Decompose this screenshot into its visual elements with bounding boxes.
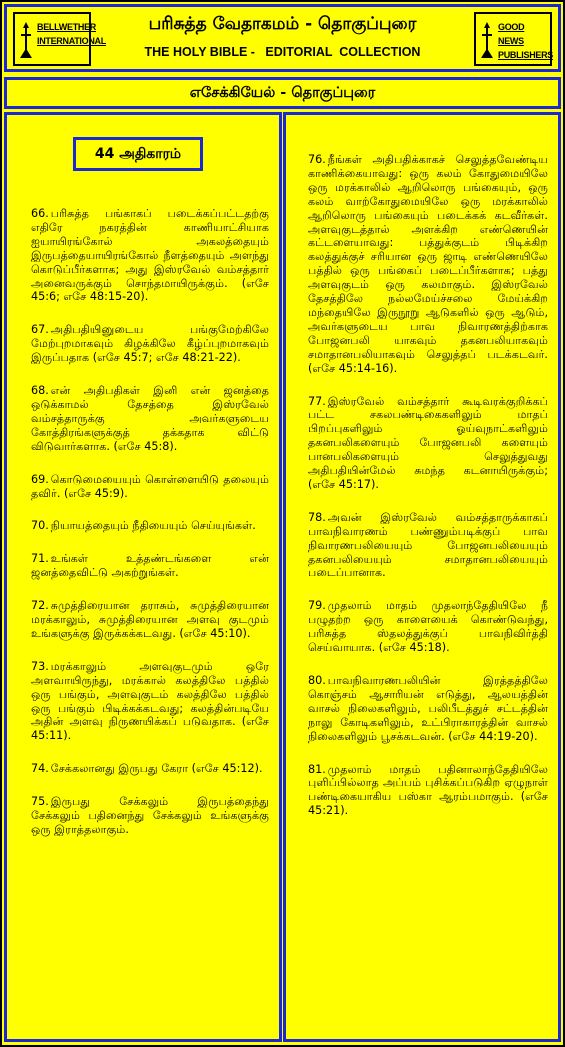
verse-text: சேக்கலானது இருபது கேரா (எசே 45:12). [50,762,263,776]
book-subtitle: எசேக்கியேல் - தொகுப்புரை [4,77,561,109]
verse-text: முதலாம் மாதம் முதலாந்தேதியிலே நீ பழுதற்ற ஒரு காளையைக் கொண்டுவந்து, பரிசுத்த ஸ்தலத்துக்குப் பாவநிவிர்த்தி செய்வாயாக. (எசே 45:18). [308,599,548,655]
verse-text: இஸ்ரவேல் வம்சத்தார் கூடிவரக்குறிக்கப் பட்ட சகலபண்டிகைகளிலும் மாதப் பிறப்புகளிலும் ஓய்வுநாட்களிலும் தகனபலிகளையும் போஜனபலி களையும் பானபலிகளையும் செலுத்துவது அதிபதியின்மேல் சுமந்த கடனாயிருக்கும்; (எசே 45:17). [308,394,548,491]
verse-number: 80. [308,674,326,687]
verse-text: கொடுமையையும் கொள்ளையிடு தலையும் தவிர். (எசே 45:9). [31,472,269,500]
verse-number: 79. [308,599,326,613]
left-column [4,112,282,1042]
verse [308,763,548,819]
verse [308,395,548,492]
verse [308,511,548,581]
verse-text: பரிசுத்த பங்காகப் படைக்கப்பட்டதற்கு எதிரே நகரத்தின் காணியாட்சியாக ஐயாயிரங்கோல் அகலத்தையும் இருபத்தையாயிரங்கோல் நீளத்தையும் அளந்து கொடுப்பீர்களாக; அது இஸ்ரவேல் வம்சத்தார் அனைவருக்கும் சொந்தமாயிருக்கும். (எசே 45:6; எசே 48:15-20). [31,207,269,304]
verse-text: மரக்காலும் அளவுகுடமும் ஒரே அளவாயிருந்து, மரக்கால் கலத்திலே பத்தில் ஒரு பங்கும், அளவுகுடம் கலத்திலே பத்தில் ஒரு பங்கும் பிடிக்கக்கடவது; கலத்தின்படியே அதின் அளவு நிருணயிக்கப் படுவதாக. (எசே 45:11). [31,659,269,743]
verse-number: 73. [31,659,49,673]
bellwether-logo [13,12,106,66]
verse-number: 74. [31,762,49,776]
verse-number: 71. [31,552,49,566]
verse-text: அதிபதியினுடைய பங்குமேற்கிலே மேற்புறமாகவும் கிழக்கிலே கீழ்ப்புறமாகவும் இருப்பதாக (எசே 45:7; எசே 48:21-22). [31,323,269,365]
verse-number: 68. [31,384,49,398]
verse [31,552,269,580]
verse [308,599,548,655]
verse-number: 72. [31,599,49,613]
verse-text: சுமுத்திரையான தராசும், சுமுத்திரையான மரக்காலும், சுமுத்திரையான அளவு குடமும் உங்களுக்கு இருக்கக்கடவது. (எசே 45:10). [31,599,269,640]
publisher-mark-icon [18,20,34,60]
publisher-mark-icon [479,20,495,60]
verse-number: 78. [308,510,326,524]
right-verse-list [308,153,548,837]
verse-number: 81. [308,762,326,776]
logo-right-line2: PUBLISHERS [498,50,554,60]
verse [31,207,269,304]
verse-number: 75. [31,795,49,809]
verse-number: 67. [31,323,49,337]
chapter-label: 44 அதிகாரம் [73,137,203,171]
verse [31,384,269,454]
verse [31,762,269,776]
verse [31,323,269,365]
verse-text: உங்கள் உத்தண்டங்களை என் ஜனத்தைவிட்டு அகற்றுங்கள். [31,552,269,580]
logo-left-line1: BELLWETHER [37,22,96,32]
verse [308,153,548,376]
logo-right-line1: GOOD NEWS [498,22,525,46]
verse-text: இருபது சேக்கலும் இருபத்தைந்து சேக்கலும் பதினைந்து சேக்கலும் உங்களுக்கு ஒரு இராத்தலாகும். [31,795,269,836]
verse-text: பாவநிவாரணபலியின் இரத்தத்திலே கொஞ்சம் ஆசாரியன் எடுத்து, ஆலயத்தின் வாசல் நிலைகளிலும், பலிபீடத்துச் சட்டத்தின் நாலு கோடிகளிலும், உட்பிராகாரத்தின் வாசல் நிலைகளிலும் பூசக்கடவன். (எசே 44:19-20). [308,674,548,743]
verse-number: 70. [31,519,49,533]
verse-text: நீங்கள் அதிபதிக்காகச் செலுத்தவேண்டிய காணிக்கையாவது: ஒரு கலம் கோதுமையிலே ஒரு மரக்காலில் ஆறிலொரு பங்கையும், ஒரு கலம் வாற்கோதுமையிலே ஒரு மரக்காலில் ஆறிலொரு பங்கையும் படைக்கக் கடவீர்கள். அளவுகுடத்தால் அளக்கிற எண்ணெயின் கட்டளையாவது: பத்துக்குடம் பிடிக்கிற கலத்துக்குச் சரியான ஒரு ஜாடி எண்ணெயிலே பத்தில் ஒரு பங்கைப் படைப்பீர்களாக; பத்து அளவுகுடம் ஒரு கலமாகும். இஸ்ரவேல் தேசத்திலே நல்லமேய்ச்சலை மேய்க்கிற மந்தையிலே இருநூறு ஆடுகளில் ஒரு ஆடும், அவர்களுடைய பாவ நிவாரணத்திற்காக போஜனபலி யாகவும் தகனபலியாகவும் சமாதானபலியாகவும் செலுத்தப் படக்கடவர். (எசே 45:14-16). [308,153,548,375]
verse-number: 76. [308,153,326,166]
verse-text: என் அதிபதிகள் இனி என் ஜனத்தை ஒடுக்காமல் தேசத்தை இஸ்ரவேல் வம்சத்தாருக்கு அவர்களுடைய கோத்திரங்களுக்குத் தக்கதாக விட்டு விடுவார்களாக. (எசே 45:8). [31,384,269,453]
header [4,4,561,72]
verse [31,473,269,501]
left-verse-list [31,207,269,856]
tamil-title: பரிசுத்த வேதாகமம் - தொகுப்புரை [148,14,417,34]
verse-number: 66. [31,207,49,220]
good-news-logo [474,12,552,66]
verse-text: நியாயத்தையும் நீதியையும் செய்யுங்கள். [50,519,256,533]
verse [31,519,269,533]
verse-text: அவன் இஸ்ரவேல் வம்சத்தாருக்காகப் பாவநிவாரணம் பண்ணும்படிக்குப் பாவ நிவாரணபலியையும் போஜனபலியையும் தகனபலியையும் சமாதானபலியையும் படைப்பானாக. [308,510,548,580]
verse [31,795,269,837]
english-title: THE HOLY BIBLE - EDITORIAL COLLECTION [144,45,421,59]
logo-left-line2: INTERNATIONAL [37,36,106,46]
verse-text: முதலாம் மாதம் பதினாலாந்தேதியிலே புளிப்பில்லாத அப்பம் புசிக்கப்படுகிற ஏழுநாள் பண்டிகையாகிய பஸ்கா ஆரம்பமாகும். (எசே 45:21). [308,762,548,818]
verse [31,660,269,743]
verse [31,599,269,641]
verse [308,674,548,744]
verse-number: 69. [31,472,49,486]
verse-number: 77. [308,394,326,408]
right-column [283,112,561,1042]
